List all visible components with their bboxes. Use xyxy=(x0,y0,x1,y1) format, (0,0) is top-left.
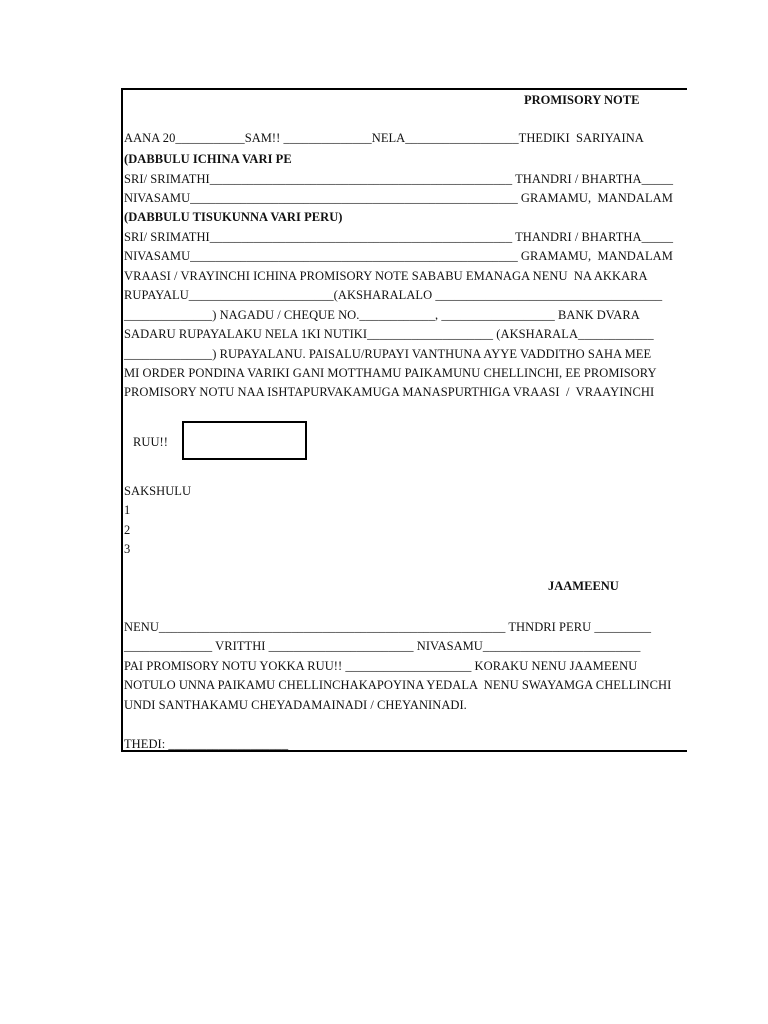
date-signature-line: THEDI: ___________________ xyxy=(124,737,289,751)
guarantee-title: JAAMEENU xyxy=(548,579,619,593)
body-line: VRAASI / VRAYINCHI ICHINA PROMISORY NOTE SABABU EMANAGA NENU NA AKKARA xyxy=(124,269,648,283)
date-line: AANA 20___________SAM!! ______________NELA__________________THEDIKI SARIYAINA xyxy=(124,131,644,145)
payee-name-line: SRI/ SRIMATHI________________________________________________ THANDRI / BHARTHA_____ xyxy=(124,230,674,244)
witness-item: 3 xyxy=(124,542,131,556)
body-line: ______________) RUPAYALANU. PAISALU/RUPAYI VANTHUNA AYYE VADDITHO SAHA MEE xyxy=(124,347,652,361)
body-line: ______________) NAGADU / CHEQUE NO.____________, __________________ BANK DVARA xyxy=(124,308,640,322)
guarantee-line: NOTULO UNNA PAIKAMU CHELLINCHAKAPOYINA YEDALA NENU SWAYAMGA CHELLINCHI xyxy=(124,678,672,692)
page-title: PROMISORY NOTE xyxy=(524,93,640,107)
witnesses-label: SAKSHULU xyxy=(124,484,192,498)
guarantee-line: ______________ VRITTHI _______________________ NIVASAMU_________________________ xyxy=(124,639,641,653)
body-line: PROMISORY NOTU NAA ISHTAPURVAKAMUGA MANASPURTHIGA VRAASI / VRAAYINCHI xyxy=(124,385,655,399)
amount-box[interactable] xyxy=(182,421,307,460)
guarantee-line: PAI PROMISORY NOTU YOKKA RUU!! ____________________ KORAKU NENU JAAMEENU xyxy=(124,659,638,673)
payee-residence-line: NIVASAMU____________________________________________________ GRAMAMU, MANDALAM xyxy=(124,249,673,263)
body-line: MI ORDER PONDINA VARIKI GANI MOTTHAMU PAIKAMUNU CHELLINCHI, EE PROMISORY xyxy=(124,366,657,380)
payer-name-line: SRI/ SRIMATHI________________________________________________ THANDRI / BHARTHA_____ xyxy=(124,172,674,186)
body-line: RUPAYALU_______________________(AKSHARALALO ____________________________________ xyxy=(124,288,663,302)
witness-item: 2 xyxy=(124,523,131,537)
payer-heading: (DABBULU ICHINA VARI PE xyxy=(124,152,292,166)
payer-residence-line: NIVASAMU____________________________________________________ GRAMAMU, MANDALAM xyxy=(124,191,673,205)
witness-item: 1 xyxy=(124,503,131,517)
guarantee-line: NENU_______________________________________________________ THNDRI PERU _________ xyxy=(124,620,652,634)
amount-label: RUU!! xyxy=(133,435,168,449)
guarantee-line: UNDI SANTHAKAMU CHEYADAMAINADI / CHEYANINADI. xyxy=(124,698,467,712)
promissory-note-form xyxy=(121,88,687,752)
payee-heading: (DABBULU TISUKUNNA VARI PERU) xyxy=(124,210,343,224)
body-line: SADARU RUPAYALAKU NELA 1KI NUTIKI____________________ (AKSHARALA____________ xyxy=(124,327,654,341)
